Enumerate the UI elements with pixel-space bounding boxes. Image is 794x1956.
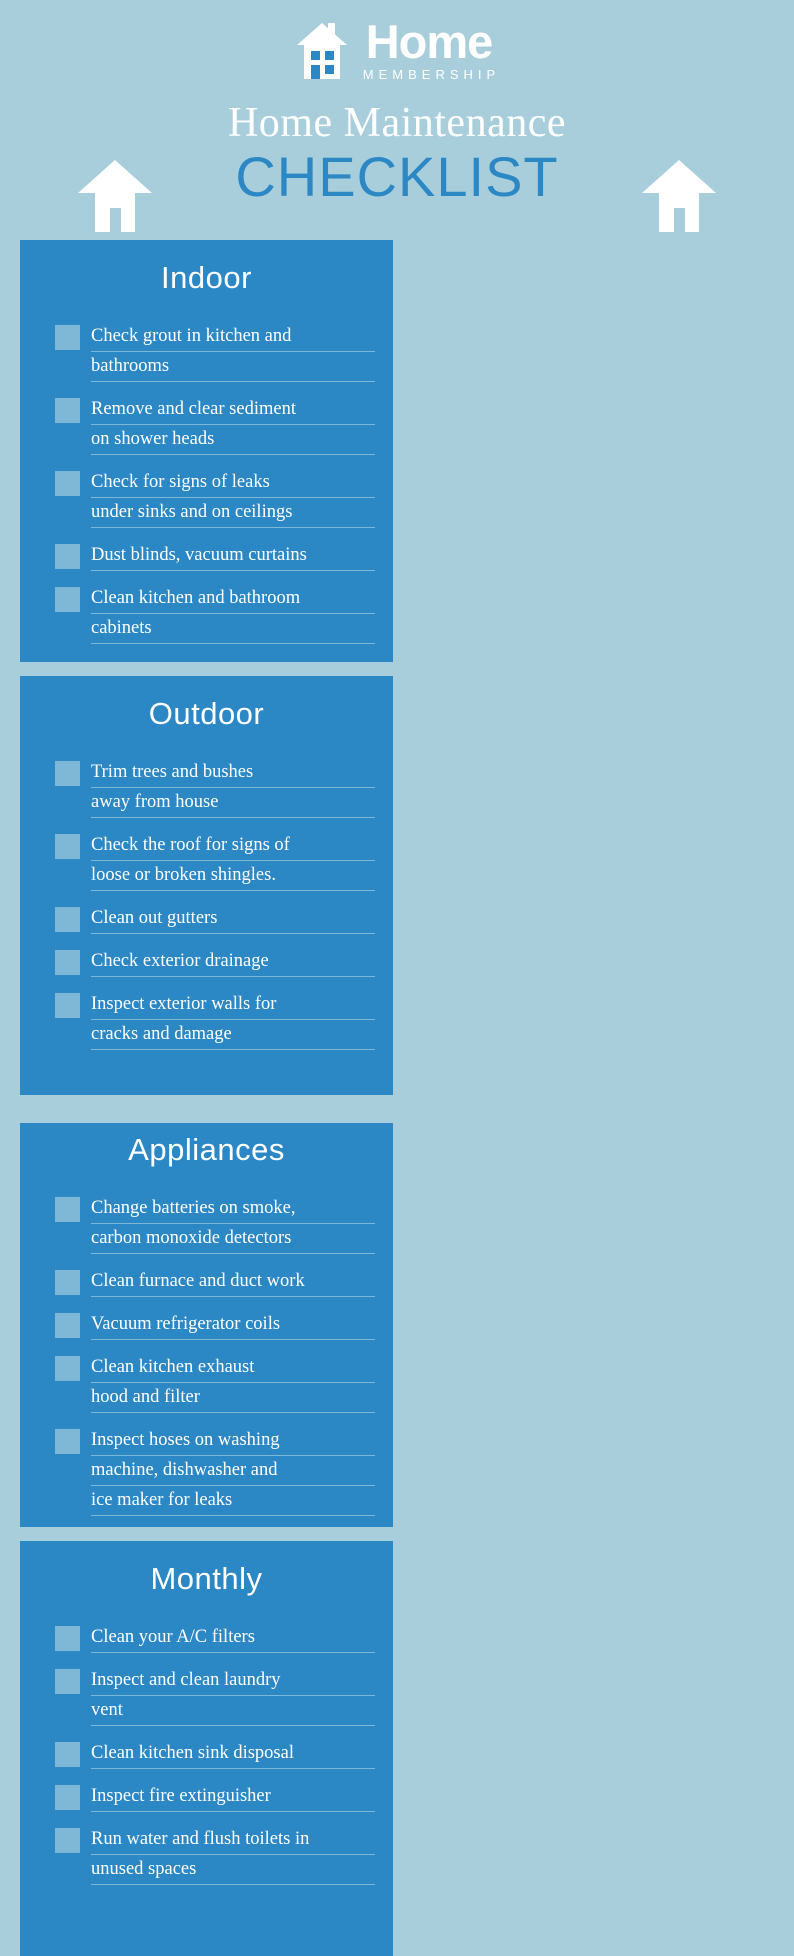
checkbox-icon[interactable] [55, 1828, 80, 1853]
checklist-item-line: Check for signs of leaks [91, 468, 375, 498]
checklist-item-line: Check grout in kitchen and [91, 322, 375, 352]
logo-wordmark: Home [365, 14, 493, 68]
checklist-item-line: Change batteries on smoke, [91, 1194, 375, 1224]
checkbox-icon[interactable] [55, 1313, 80, 1338]
checkbox-icon[interactable] [55, 1669, 80, 1694]
checklist-item-line: Run water and flush toilets in [91, 1825, 375, 1855]
footer-strip [0, 1095, 794, 1123]
checkbox-icon[interactable] [55, 1429, 80, 1454]
checklist-item-label [91, 468, 375, 528]
card-title: Indoor [161, 260, 252, 295]
checklist-card-indoor [20, 240, 393, 662]
checklist-item-line: Inspect and clean laundry [91, 1666, 375, 1696]
checklist-item-label [91, 584, 375, 644]
checklist-item-line: Clean your A/C filters [91, 1623, 375, 1653]
checkbox-icon[interactable] [55, 1197, 80, 1222]
checklist-item-line: Clean kitchen sink disposal [91, 1739, 375, 1769]
checklist-item-line: away from house [91, 788, 375, 818]
checklist-item-line: Vacuum refrigerator coils [91, 1310, 375, 1340]
checklist-item-line: ice maker for leaks [91, 1486, 375, 1516]
card-title: Monthly [150, 1561, 263, 1596]
checklist-item[interactable] [55, 395, 375, 455]
checkbox-icon[interactable] [55, 1742, 80, 1767]
checklist-item-line: Clean furnace and duct work [91, 1267, 375, 1297]
checklist-item[interactable] [55, 1825, 375, 1885]
checklist-item[interactable] [55, 541, 375, 571]
house-with-chimney-icon [294, 19, 350, 81]
checklist-item[interactable] [55, 1353, 375, 1413]
checklist-item-label [91, 831, 375, 891]
checklist-item-line: bathrooms [91, 352, 375, 382]
checklist-card-monthly [20, 1541, 393, 1956]
checklist-item-label [91, 1825, 375, 1885]
checkbox-icon[interactable] [55, 398, 80, 423]
checklist-item-label [91, 904, 375, 934]
checklist-item-line: under sinks and on ceilings [91, 498, 375, 528]
checklist-items [38, 758, 375, 1050]
brand-logo [0, 0, 794, 86]
checklist-item-label [91, 947, 375, 977]
checklist-item[interactable] [55, 990, 375, 1050]
checklist-item-line: Trim trees and bushes [91, 758, 375, 788]
checkbox-icon[interactable] [55, 471, 80, 496]
checkbox-icon[interactable] [55, 1626, 80, 1651]
checklist-item-line: Remove and clear sediment [91, 395, 375, 425]
checklist-item-line: carbon monoxide detectors [91, 1224, 375, 1254]
checklist-item-line: Inspect hoses on washing [91, 1426, 375, 1456]
checklist-item-line: Clean kitchen exhaust [91, 1353, 375, 1383]
checkbox-icon[interactable] [55, 544, 80, 569]
checkbox-icon[interactable] [55, 834, 80, 859]
checklist-item[interactable] [55, 322, 375, 382]
checklist-item-line: vent [91, 1696, 375, 1726]
checklist-item-label [91, 322, 375, 382]
checklist-item-line: Check the roof for signs of [91, 831, 375, 861]
checklist-item-label [91, 758, 375, 818]
checklist-item[interactable] [55, 584, 375, 644]
checklist-item-label [91, 1739, 375, 1769]
checklist-item[interactable] [55, 1310, 375, 1340]
checklist-item[interactable] [55, 1739, 375, 1769]
checklist-item-label [91, 1310, 375, 1340]
checklist-item-line: machine, dishwasher and [91, 1456, 375, 1486]
checkbox-icon[interactable] [55, 761, 80, 786]
checkbox-icon[interactable] [55, 907, 80, 932]
checklist-item[interactable] [55, 1426, 375, 1516]
checklist-item[interactable] [55, 1194, 375, 1254]
checkbox-icon[interactable] [55, 325, 80, 350]
checklist-item-line: Clean out gutters [91, 904, 375, 934]
checklist-item-line: Inspect fire extinguisher [91, 1782, 375, 1812]
house-icon [78, 160, 152, 232]
checkbox-icon[interactable] [55, 1785, 80, 1810]
checklist-item[interactable] [55, 947, 375, 977]
checklist-item[interactable] [55, 468, 375, 528]
checklist-item-label [91, 1623, 375, 1653]
checklist-item-label [91, 1194, 375, 1254]
logo-subtitle: MEMBERSHIP [362, 66, 501, 82]
checklist-item[interactable] [55, 1623, 375, 1653]
checkbox-icon[interactable] [55, 1270, 80, 1295]
page-title: Home Maintenance [227, 100, 567, 146]
checklist-item-line: cabinets [91, 614, 375, 644]
checklist-items [38, 1194, 375, 1516]
checklist-item-line: cracks and damage [91, 1020, 375, 1050]
header-banner [0, 0, 794, 232]
checklist-item-line: Inspect exterior walls for [91, 990, 375, 1020]
checklist-card-appliances [20, 1112, 393, 1527]
checklist-item-label [91, 395, 375, 455]
checklist-item-label [91, 1267, 375, 1297]
checklist-card-outdoor [20, 676, 393, 1098]
card-title: Appliances [128, 1132, 285, 1167]
checklist-item-label [91, 1666, 375, 1726]
house-icon [642, 160, 716, 232]
checklist-item-line: loose or broken shingles. [91, 861, 375, 891]
card-title: Outdoor [148, 696, 265, 731]
checkbox-icon[interactable] [55, 950, 80, 975]
checklist-item-label [91, 1782, 375, 1812]
checkbox-icon[interactable] [55, 993, 80, 1018]
checklist-item-label [91, 990, 375, 1050]
checklist-item-label [91, 1353, 375, 1413]
checklist-item-label [91, 1426, 375, 1516]
checklist-item[interactable] [55, 1782, 375, 1812]
checklist-item[interactable] [55, 831, 375, 891]
checklist-item-line: unused spaces [91, 1855, 375, 1885]
checklist-item-line: on shower heads [91, 425, 375, 455]
checklist-item-line: Clean kitchen and bathroom [91, 584, 375, 614]
page-subtitle: CHECKLIST [235, 145, 559, 208]
checklist-item[interactable] [55, 758, 375, 818]
checklist-item-label [91, 541, 375, 571]
checklist-item-line: Dust blinds, vacuum curtains [91, 541, 375, 571]
checklist-items [38, 322, 375, 644]
checklist-item[interactable] [55, 1267, 375, 1297]
checklist-items [38, 1623, 375, 1885]
checklist-item-line: Check exterior drainage [91, 947, 375, 977]
checklist-item-line: hood and filter [91, 1383, 375, 1413]
checkbox-icon[interactable] [55, 587, 80, 612]
checklist-item[interactable] [55, 904, 375, 934]
checkbox-icon[interactable] [55, 1356, 80, 1381]
checklist-item[interactable] [55, 1666, 375, 1726]
